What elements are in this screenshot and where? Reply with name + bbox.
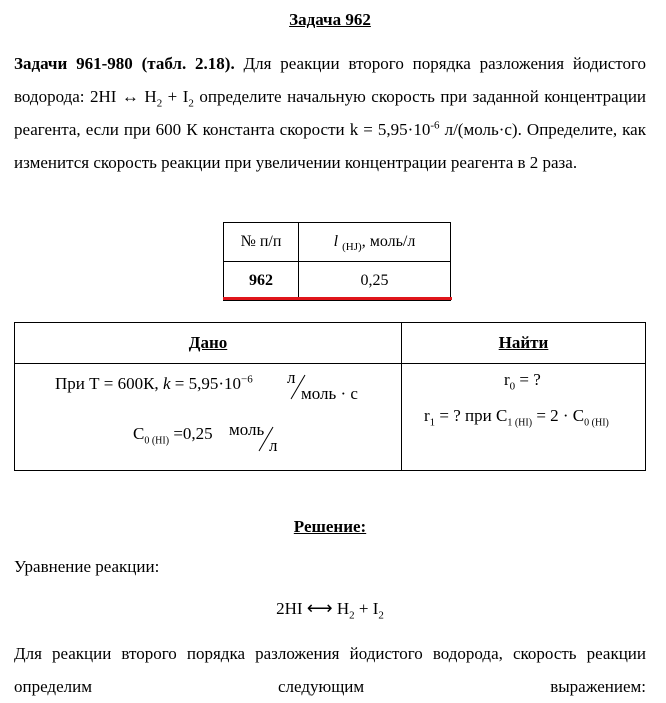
find-line-1 (504, 370, 541, 393)
col-number-header: № п/п (224, 223, 299, 262)
unit-numerator: л (287, 368, 296, 387)
condition-equation: = 2 · C (532, 406, 585, 425)
problem-title: Задача 962 (289, 10, 371, 29)
reaction-equation (14, 598, 646, 622)
subscript: 2 (349, 609, 355, 622)
concentration-subscript: 1 (HI) (507, 417, 533, 429)
col-concentration-header (299, 223, 451, 262)
given-header: Дано (15, 323, 402, 364)
variant-table-row (224, 262, 451, 301)
unit-numerator: моль (229, 420, 265, 439)
given-line-2 (133, 424, 213, 447)
variant-table (223, 222, 451, 301)
rate-symbol: r (424, 406, 430, 425)
statement-text: л/(моль·с). Определите, как изменится скорость реакции при увеличении концентрации реагента в 2 раза. (14, 120, 646, 172)
rate-constant-value: = 5,95·10 (174, 374, 241, 393)
product-i: I (372, 599, 379, 618)
solution-header: Решение: (293, 517, 367, 536)
unknown-mark: = ? (515, 370, 541, 389)
concentration-value: =0,25 (173, 424, 213, 443)
subscript: 2 (156, 97, 163, 110)
rate-subscript: 0 (509, 380, 516, 393)
variant-table-header-row (224, 223, 451, 262)
plus-sign: + (354, 599, 373, 618)
concentration-symbol: C (496, 406, 508, 425)
find-line-2 (424, 406, 609, 429)
variant-highlight-line (223, 297, 452, 300)
equation-label: Уравнение реакции: (14, 557, 160, 576)
subscript: 2 (188, 97, 194, 110)
concentration-subscript: (HJ) (342, 241, 362, 254)
given-line-1 (55, 374, 253, 394)
problem-statement (14, 47, 646, 179)
statement-text: + I (162, 87, 189, 106)
rate-constant-exponent: −6 (240, 373, 253, 386)
product-h: H (336, 599, 350, 618)
reversible-arrow: ⟷ (306, 598, 333, 619)
find-header: Найти (402, 323, 646, 364)
superscript: -6 (430, 119, 440, 132)
condition-text: = ? при (435, 406, 496, 425)
statement-text: Для реакции второго порядка разложения йодистого водорода: 2HI ↔ H (14, 54, 647, 106)
rate-subscript: 1 (429, 416, 436, 429)
reactant: 2HI (276, 599, 303, 618)
concentration-symbol: l (333, 233, 339, 250)
problem-range-label: Задачи 961-980 (табл. 2.18). (14, 54, 235, 73)
rate-symbol: r (504, 370, 510, 389)
rate-constant-unit (287, 368, 377, 402)
concentration-subscript: 0 (HI) (584, 417, 609, 429)
unit-denominator: моль · с (301, 384, 358, 403)
unit-denominator: л (269, 436, 278, 455)
solution-paragraph: Для реакции второго порядка разложения йодистого водорода, скорость реакции определим следующим выражением: (14, 644, 646, 696)
concentration-unit: , моль/л (361, 233, 416, 250)
given-cell (15, 364, 402, 471)
statement-text: определите начальную скорость при заданной концентрации реагента, если при 600 К константа скорости k = 5,95·10 (14, 87, 647, 139)
concentration-symbol: C (133, 424, 145, 443)
variant-number: 962 (224, 262, 299, 301)
variant-value: 0,25 (299, 262, 451, 301)
find-cell (402, 364, 646, 471)
given-find-table (14, 322, 646, 471)
concentration-subscript: 0 (HI) (144, 435, 170, 447)
given-temperature: При Т = 600К, (55, 374, 159, 393)
rate-constant-symbol: k (162, 374, 171, 393)
subscript: 2 (378, 609, 384, 622)
concentration-unit (229, 420, 299, 454)
